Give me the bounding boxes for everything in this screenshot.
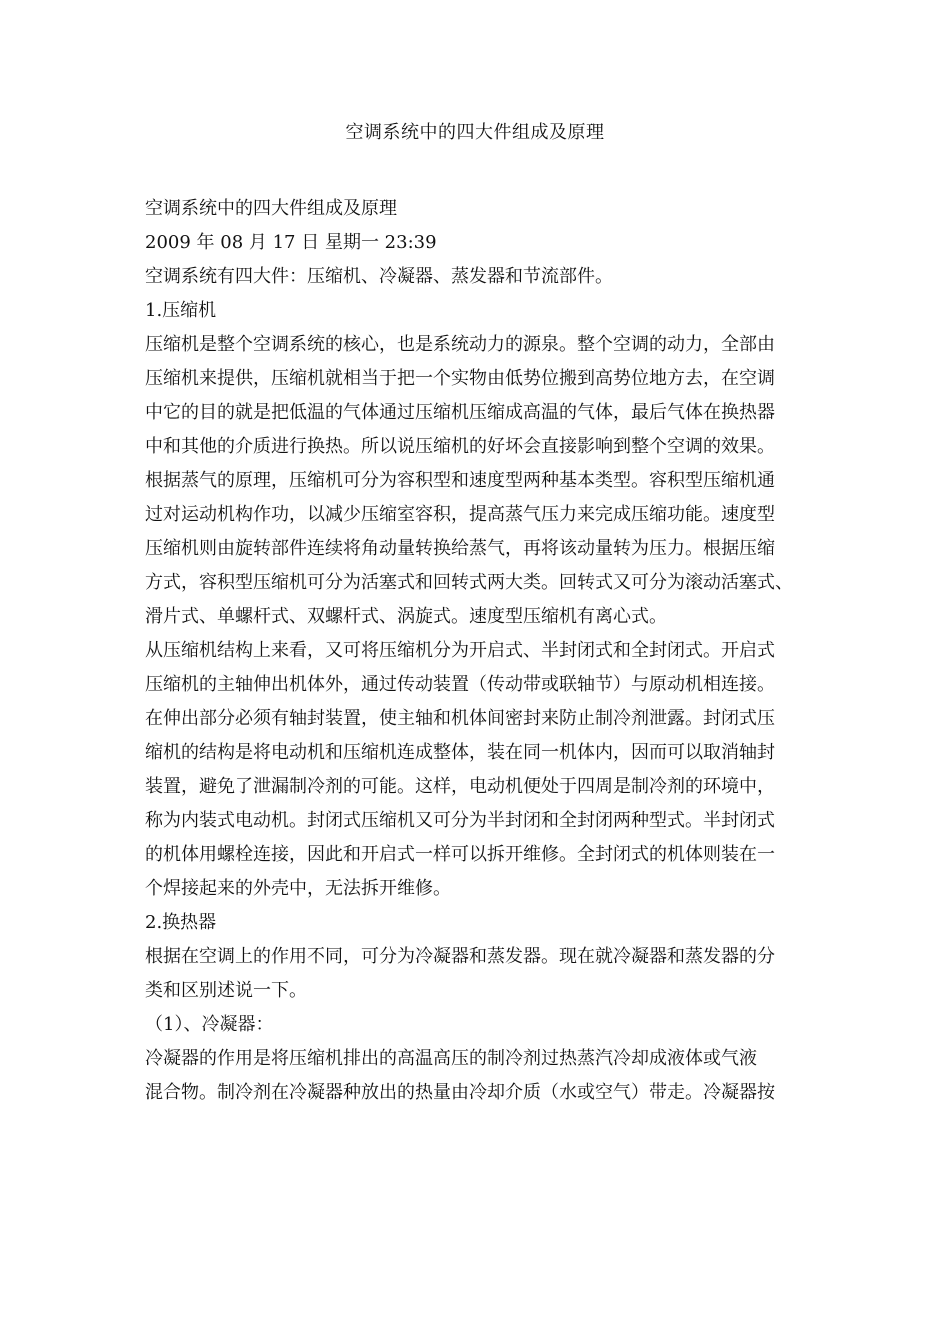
text-line: 在伸出部分必须有轴封装置，使主轴和机体间密封来防止制冷剂泄露。封闭式压 <box>145 708 775 729</box>
text-line: 个焊接起来的外壳中，无法拆开维修。 <box>145 878 451 899</box>
text-line: 压缩机的主轴伸出机体外，通过传动装置（传动带或联轴节）与原动机相连接。 <box>145 674 775 695</box>
text-line: 根据在空调上的作用不同，可分为冷凝器和蒸发器。现在就冷凝器和蒸发器的分 <box>145 946 775 967</box>
text-line: 混合物。制冷剂在冷凝器种放出的热量由冷却介质（水或空气）带走。冷凝器按 <box>145 1082 775 1103</box>
text-line: 压缩机则由旋转部件连续将角动量转换给蒸气，再将该动量转为压力。根据压缩 <box>145 538 775 559</box>
text-line: 过对运动机构作功，以减少压缩室容积，提高蒸气压力来完成压缩功能。速度型 <box>145 504 775 525</box>
date-line: 2009 年 08 月 17 日 星期一 23:39 <box>145 232 437 253</box>
text-line: 压缩机来提供，压缩机就相当于把一个实物由低势位搬到高势位地方去，在空调 <box>145 368 775 389</box>
text-line: 的机体用螺栓连接，因此和开启式一样可以拆开维修。全封闭式的机体则装在一 <box>145 844 775 865</box>
text-line: 空调系统有四大件：压缩机、冷凝器、蒸发器和节流部件。 <box>145 266 613 287</box>
section-heading-compressor: 1.压缩机 <box>145 300 217 321</box>
text-line: 冷凝器的作用是将压缩机排出的高温高压的制冷剂过热蒸汽冷却成液体或气液 <box>145 1048 757 1069</box>
subsection-heading-condenser: （1）、冷凝器： <box>145 1014 274 1035</box>
text-line: 滑片式、单螺杆式、双螺杆式、涡旋式。速度型压缩机有离心式。 <box>145 606 667 627</box>
document-body <box>145 192 811 1110</box>
heading-line: 空调系统中的四大件组成及原理 <box>145 198 397 219</box>
text-line: 压缩机是整个空调系统的核心，也是系统动力的源泉。整个空调的动力，全部由 <box>145 334 775 355</box>
text-line: 从压缩机结构上来看，又可将压缩机分为开启式、半封闭式和全封闭式。开启式 <box>145 640 775 661</box>
text-line: 缩机的结构是将电动机和压缩机连成整体，装在同一机体内，因而可以取消轴封 <box>145 742 775 763</box>
text-line: 装置，避免了泄漏制冷剂的可能。这样，电动机便处于四周是制冷剂的环境中， <box>145 776 775 797</box>
text-line: 方式，容积型压缩机可分为活塞式和回转式两大类。回转式又可分为滚动活塞式、 <box>145 572 793 593</box>
text-line: 根据蒸气的原理，压缩机可分为容积型和速度型两种基本类型。容积型压缩机通 <box>145 470 775 491</box>
page-title: 空调系统中的四大件组成及原理 <box>345 122 605 143</box>
text-line: 中和其他的介质进行换热。所以说压缩机的好坏会直接影响到整个空调的效果。 <box>145 436 775 457</box>
text-line: 称为内装式电动机。封闭式压缩机又可分为半封闭和全封闭两种型式。半封闭式 <box>145 810 775 831</box>
section-heading-heat-exchanger: 2.换热器 <box>145 912 217 933</box>
text-line: 类和区别述说一下。 <box>145 980 307 1001</box>
text-line: 中它的目的就是把低温的气体通过压缩机压缩成高温的气体，最后气体在换热器 <box>145 402 775 423</box>
